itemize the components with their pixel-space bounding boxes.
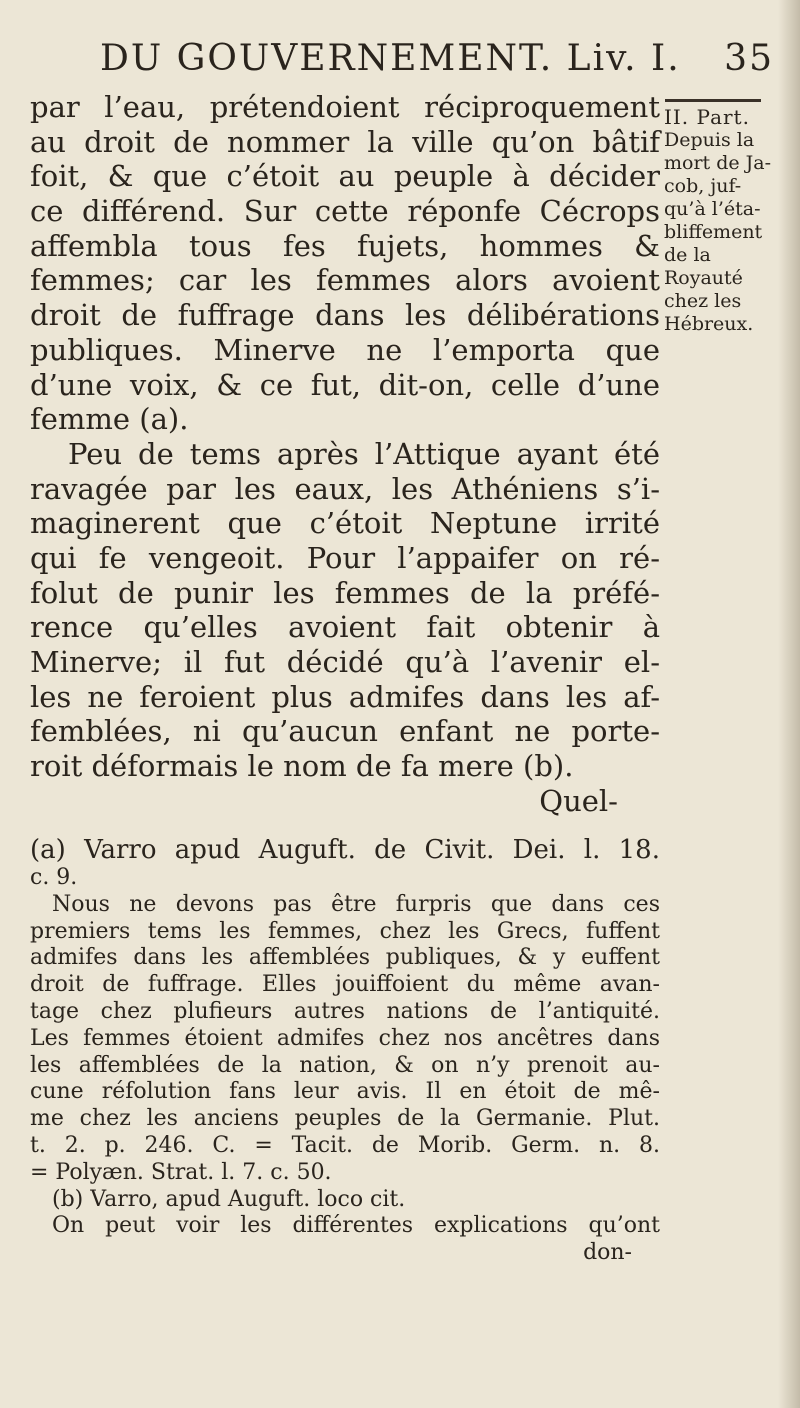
margin-note <box>664 106 774 336</box>
text-line: d’une voix, & ce fut, dit-on, celle d’une <box>30 367 660 402</box>
catchword: don- <box>583 1240 632 1266</box>
text-line: Minerve; il fut décidé qu’à l’avenir el- <box>30 645 660 679</box>
footnote-line: c. 9. <box>30 865 78 890</box>
margin-rule <box>665 99 761 102</box>
running-head-title: DU GOUVERNEMENT. Liv. I. <box>100 38 681 79</box>
page-number: 35 <box>724 38 774 79</box>
text-line: Peu de tems après l’Attique ayant été <box>68 436 660 471</box>
margin-note-line: Depuis la <box>664 129 755 151</box>
footnote-line: (a) Varro apud Auguft. de Civit. Dei. l. 18. <box>30 835 660 865</box>
text-line: les ne feroient plus admifes dans les af- <box>30 679 660 714</box>
main-text <box>30 90 660 818</box>
footnote-line: t. 2. p. 246. C. = Tacit. de Morib. Germ. n. 8. <box>30 1132 660 1158</box>
text-line: ce différend. Sur cette réponfe Cécrops <box>30 194 660 229</box>
footnote-line: On peut voir les différentes explications qu’ont <box>52 1213 660 1239</box>
footnote-line: premiers tems les femmes, chez les Grecs, fuffent <box>30 918 660 944</box>
text-line: foit, & que c’étoit au peuple à décider <box>30 159 660 194</box>
margin-note-line: II. Part. <box>664 105 750 129</box>
footnote-line: (b) Varro, apud Auguft. loco cit. <box>52 1186 406 1212</box>
margin-note-line: chez les <box>664 290 742 312</box>
page-edge-shadow <box>778 0 800 1408</box>
footnote-line: Les femmes étoient admifes chez nos ancêtres dans <box>30 1025 660 1051</box>
footnote-line: admifes dans les affemblées publiques, & y euffent <box>30 945 660 971</box>
text-line: au droit de nommer la ville qu’on bâtif <box>30 124 660 159</box>
footnote-line: tage chez plufieurs autres nations de l’antiquité. <box>30 998 660 1024</box>
footnote-line: les affemblées de la nation, & on n’y prenoit au- <box>30 1052 660 1078</box>
catchword: Quel- <box>539 783 618 818</box>
footnote-line: = Polyæn. Strat. l. 7. c. 50. <box>30 1159 332 1185</box>
text-line: par l’eau, prétendoient réciproquement <box>30 90 660 124</box>
footnote-line: me chez les anciens peuples de la Germanie. Plut. <box>30 1106 660 1132</box>
text-line: qui fe vengeoit. Pour l’appaifer on ré- <box>30 540 660 575</box>
margin-note-line: Hébreux. <box>664 313 754 335</box>
margin-note-line: bliffement <box>664 221 763 243</box>
margin-note-line: qu’à l’éta- <box>664 198 761 220</box>
text-line: rence qu’elles avoient fait obtenir à <box>30 610 660 645</box>
text-line: femmes; car les femmes alors avoient <box>30 263 660 298</box>
text-line: folut de punir les femmes de la préfé- <box>30 575 660 610</box>
text-line: ravagée par les eaux, les Athéniens s’i- <box>30 471 660 506</box>
text-line: femme (a). <box>30 402 189 437</box>
footnote-line: cune réfolution fans leur avis. Il en étoit de mê- <box>30 1079 660 1105</box>
margin-note-line: de la <box>664 244 711 266</box>
footnotes <box>30 835 660 1267</box>
text-line: maginerent que c’étoit Neptune irrité <box>30 506 660 541</box>
text-line: roit déformais le nom de fa mere (b). <box>30 749 574 784</box>
footnote-line: droit de fuffrage. Elles jouiffoient du même avan- <box>30 972 660 998</box>
text-line: femblées, ni qu’aucun enfant ne porte- <box>30 714 660 749</box>
footnote-line: Nous ne devons pas être furpris que dans ces <box>52 891 660 917</box>
margin-note-line: mort de Ja- <box>664 152 772 174</box>
text-line: affembla tous fes fujets, hommes & <box>30 228 660 263</box>
text-line: droit de fuffrage dans les délibérations <box>30 298 660 333</box>
text-line: publiques. Minerve ne l’emporta que <box>30 332 660 367</box>
running-head <box>100 38 774 79</box>
margin-note-line: Royauté <box>664 267 743 289</box>
margin-note-line: cob, juf- <box>664 175 742 197</box>
